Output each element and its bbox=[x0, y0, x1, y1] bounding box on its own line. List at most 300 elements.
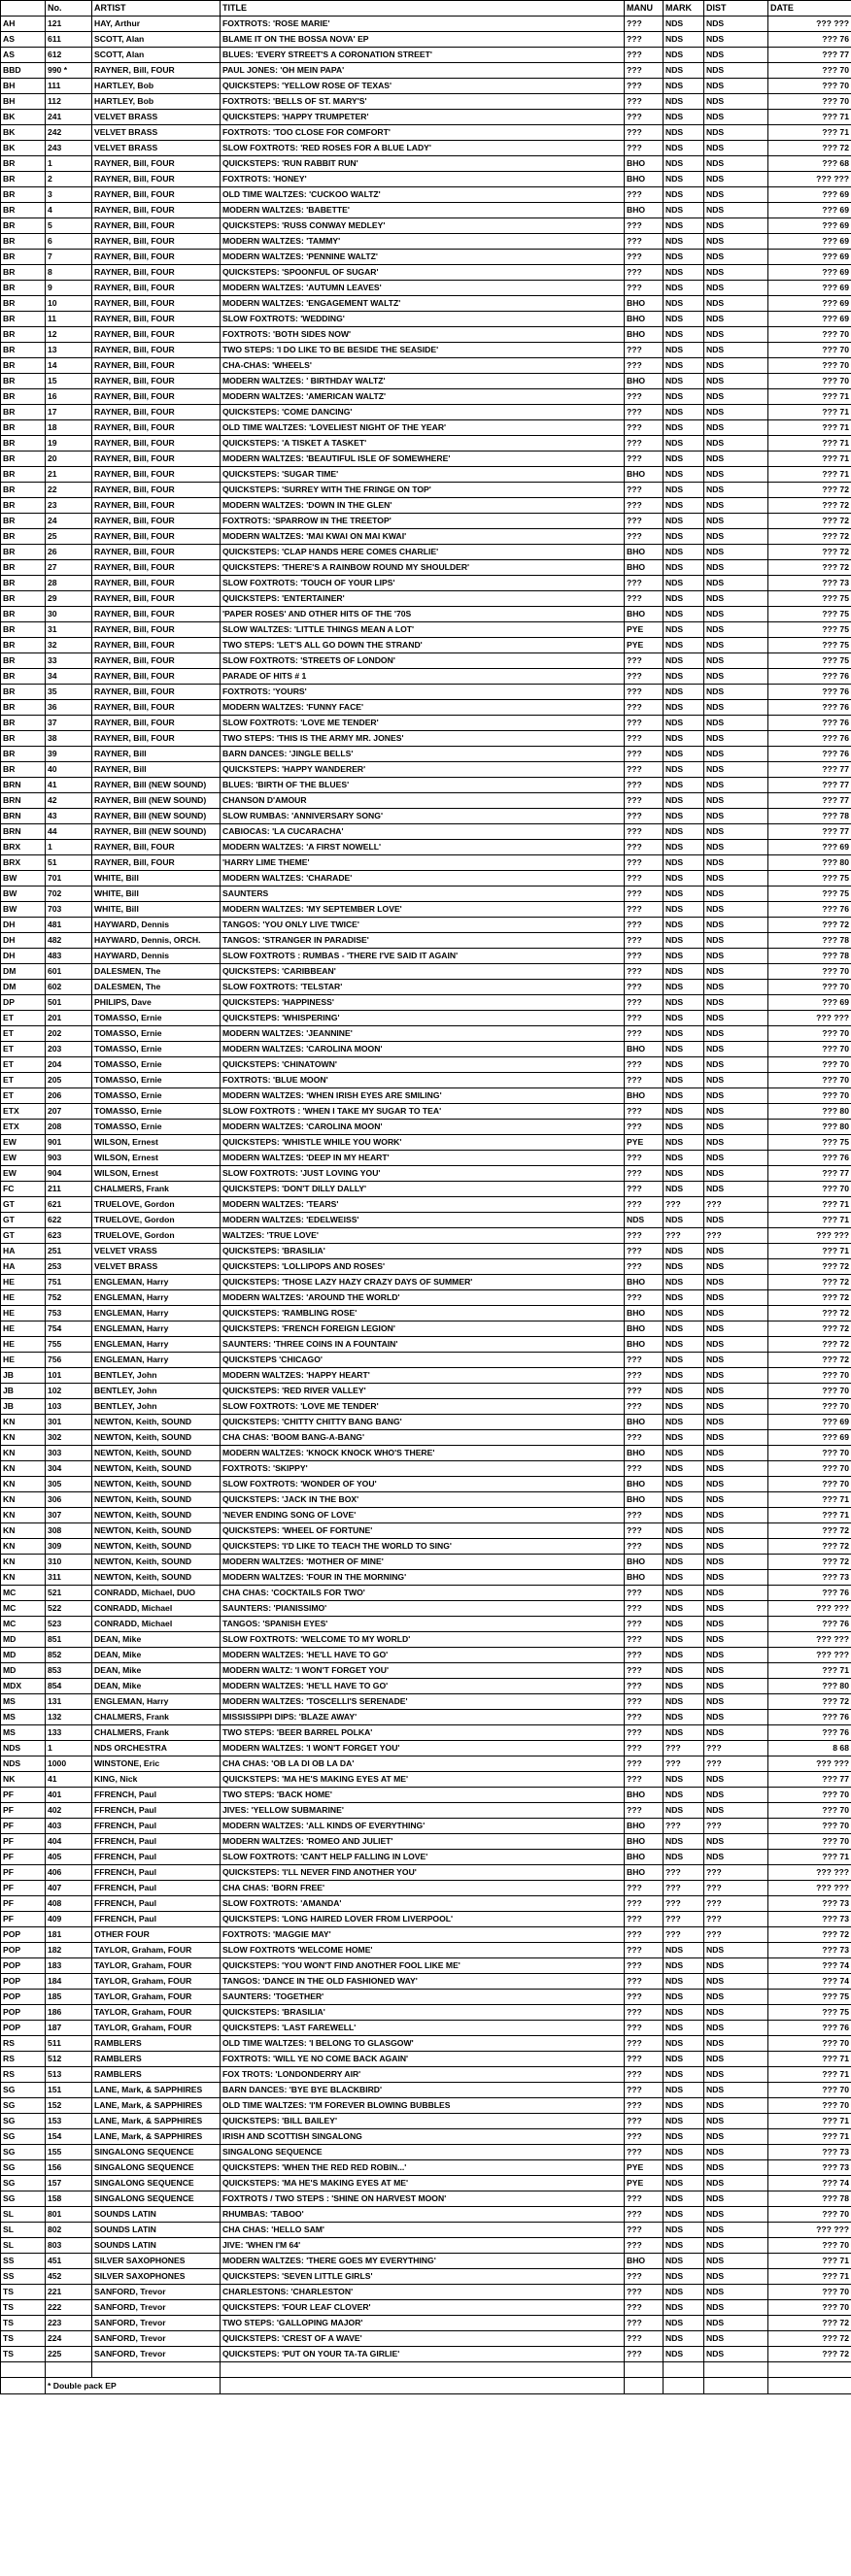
manu-cell: ??? bbox=[625, 1632, 664, 1648]
number-cell: 30 bbox=[46, 607, 92, 622]
date-cell: ??? 71 bbox=[768, 389, 851, 405]
label-cell: SG bbox=[1, 2145, 46, 2160]
manu-cell: BHO bbox=[625, 374, 664, 389]
mark-cell: ??? bbox=[664, 1228, 704, 1244]
dist-cell: NDS bbox=[704, 483, 768, 498]
label-cell: POP bbox=[1, 1958, 46, 1974]
artist-cell: OTHER FOUR bbox=[92, 1927, 221, 1943]
date-cell: ??? 77 bbox=[768, 824, 851, 840]
dist-cell: NDS bbox=[704, 700, 768, 716]
number-cell: 611 bbox=[46, 32, 92, 48]
mark-cell: NDS bbox=[664, 2114, 704, 2129]
table-row bbox=[1, 483, 851, 498]
title-cell: MODERN WALTZES: 'JEANNINE' bbox=[221, 1026, 625, 1042]
label-cell: TS bbox=[1, 2300, 46, 2316]
number-cell: 202 bbox=[46, 1026, 92, 1042]
date-cell: ??? 72 bbox=[768, 529, 851, 545]
table-row bbox=[1, 1415, 851, 1430]
title-cell: TWO STEPS: 'THIS IS THE ARMY MR. JONES' bbox=[221, 731, 625, 747]
title-cell: QUICKSTEPS: 'SURREY WITH THE FRINGE ON TOP' bbox=[221, 483, 625, 498]
manu-cell: ??? bbox=[625, 2269, 664, 2285]
date-cell: ??? ??? bbox=[768, 1228, 851, 1244]
dist-cell: NDS bbox=[704, 2021, 768, 2036]
mark-cell: NDS bbox=[664, 2285, 704, 2300]
number-cell: 51 bbox=[46, 855, 92, 871]
label-cell: DH bbox=[1, 933, 46, 949]
artist-cell: RAYNER, Bill, FOUR bbox=[92, 405, 221, 420]
title-cell: MODERN WALTZES: 'HE'LL HAVE TO GO' bbox=[221, 1679, 625, 1694]
title-cell: QUICKSTEPS: 'ENTERTAINER' bbox=[221, 591, 625, 607]
table-row bbox=[1, 420, 851, 436]
label-cell: BRN bbox=[1, 809, 46, 824]
manu-cell: BHO bbox=[625, 1088, 664, 1104]
label-cell: HA bbox=[1, 1259, 46, 1275]
artist-cell: RAYNER, Bill, FOUR bbox=[92, 498, 221, 514]
table-row bbox=[1, 1974, 851, 1990]
manu-cell: ??? bbox=[625, 2021, 664, 2036]
date-cell: ??? 73 bbox=[768, 1912, 851, 1927]
title-cell: FOXTROTS: 'MAGGIE MAY' bbox=[221, 1927, 625, 1943]
artist-cell: HARTLEY, Bob bbox=[92, 79, 221, 94]
date-cell: ??? 72 bbox=[768, 2347, 851, 2362]
dist-cell: NDS bbox=[704, 793, 768, 809]
mark-cell: NDS bbox=[664, 436, 704, 452]
artist-cell: NEWTON, Keith, SOUND bbox=[92, 1461, 221, 1477]
manu-cell: ??? bbox=[625, 824, 664, 840]
table-row bbox=[1, 1741, 851, 1756]
title-cell: QUICKSTEPS: 'THERE'S A RAINBOW ROUND MY SHOULDER' bbox=[221, 560, 625, 576]
manu-cell: ??? bbox=[625, 2114, 664, 2129]
number-cell: 20 bbox=[46, 452, 92, 467]
mark-cell: NDS bbox=[664, 560, 704, 576]
date-cell: ??? 72 bbox=[768, 2331, 851, 2347]
number-cell: 756 bbox=[46, 1353, 92, 1368]
label-cell: TS bbox=[1, 2331, 46, 2347]
date-cell: ??? 71 bbox=[768, 1508, 851, 1523]
dist-cell: NDS bbox=[704, 1166, 768, 1182]
mark-cell: NDS bbox=[664, 420, 704, 436]
table-row bbox=[1, 1057, 851, 1073]
number-cell: 157 bbox=[46, 2176, 92, 2191]
mark-cell: ??? bbox=[664, 1927, 704, 1943]
table-row bbox=[1, 1927, 851, 1943]
title-cell: TWO STEPS: 'LET'S ALL GO DOWN THE STRAND' bbox=[221, 638, 625, 653]
artist-cell: RAYNER, Bill, FOUR bbox=[92, 514, 221, 529]
mark-cell: NDS bbox=[664, 1244, 704, 1259]
label-cell: DM bbox=[1, 964, 46, 980]
title-cell: OLD TIME WALTZES: 'LOVELIEST NIGHT OF THE YEAR' bbox=[221, 420, 625, 436]
title-cell: MODERN WALTZES: 'A FIRST NOWELL' bbox=[221, 840, 625, 855]
mark-cell: NDS bbox=[664, 312, 704, 327]
label-cell: BR bbox=[1, 731, 46, 747]
dist-cell: NDS bbox=[704, 312, 768, 327]
mark-cell: NDS bbox=[664, 1104, 704, 1120]
manu-cell: ??? bbox=[625, 949, 664, 964]
mark-cell: NDS bbox=[664, 1415, 704, 1430]
empty-cell bbox=[221, 2378, 625, 2394]
artist-cell: SOUNDS LATIN bbox=[92, 2238, 221, 2254]
mark-cell: NDS bbox=[664, 2191, 704, 2207]
dist-cell: NDS bbox=[704, 1694, 768, 1710]
date-cell: ??? 69 bbox=[768, 281, 851, 296]
number-cell: 901 bbox=[46, 1135, 92, 1151]
artist-cell: HAYWARD, Dennis bbox=[92, 918, 221, 933]
number-cell: 406 bbox=[46, 1865, 92, 1881]
title-cell: MODERN WALTZES: 'ROMEO AND JULIET' bbox=[221, 1834, 625, 1850]
artist-cell: RAYNER, Bill, FOUR bbox=[92, 420, 221, 436]
date-cell: ??? 73 bbox=[768, 2160, 851, 2176]
manu-cell: ??? bbox=[625, 2083, 664, 2098]
artist-cell: CONRADD, Michael bbox=[92, 1617, 221, 1632]
table-row bbox=[1, 1197, 851, 1213]
table-row bbox=[1, 545, 851, 560]
artist-cell: LANE, Mark, & SAPPHIRES bbox=[92, 2114, 221, 2129]
artist-cell: ENGLEMAN, Harry bbox=[92, 1321, 221, 1337]
number-cell: 182 bbox=[46, 1943, 92, 1958]
dist-cell: NDS bbox=[704, 1788, 768, 1803]
table-row bbox=[1, 1368, 851, 1384]
artist-cell: SANFORD, Trevor bbox=[92, 2331, 221, 2347]
mark-cell: NDS bbox=[664, 1073, 704, 1088]
title-cell: CHA CHAS: 'BOOM BANG-A-BANG' bbox=[221, 1430, 625, 1446]
table-row bbox=[1, 1881, 851, 1896]
table-row bbox=[1, 389, 851, 405]
number-cell: 1 bbox=[46, 1741, 92, 1756]
title-cell: TANGOS: 'YOU ONLY LIVE TWICE' bbox=[221, 918, 625, 933]
artist-cell: TRUELOVE, Gordon bbox=[92, 1197, 221, 1213]
label-cell: AS bbox=[1, 32, 46, 48]
date-cell: ??? 71 bbox=[768, 1850, 851, 1865]
label-cell: PF bbox=[1, 1850, 46, 1865]
manu-cell: ??? bbox=[625, 1151, 664, 1166]
artist-cell: VELVET VRASS bbox=[92, 1244, 221, 1259]
label-cell: BRN bbox=[1, 824, 46, 840]
label-cell: BW bbox=[1, 887, 46, 902]
artist-cell: RAYNER, Bill, FOUR bbox=[92, 343, 221, 358]
number-cell: 158 bbox=[46, 2191, 92, 2207]
manu-cell: ??? bbox=[625, 1663, 664, 1679]
table-row bbox=[1, 1461, 851, 1477]
label-cell: SG bbox=[1, 2098, 46, 2114]
mark-cell: NDS bbox=[664, 887, 704, 902]
manu-cell: ??? bbox=[625, 1399, 664, 1415]
table-header bbox=[1, 1, 851, 17]
date-cell: ??? 75 bbox=[768, 871, 851, 887]
date-cell: ??? 70 bbox=[768, 2083, 851, 2098]
number-cell: 187 bbox=[46, 2021, 92, 2036]
manu-cell: ??? bbox=[625, 1073, 664, 1088]
mark-cell: NDS bbox=[664, 156, 704, 172]
number-cell: 306 bbox=[46, 1492, 92, 1508]
title-cell: MODERN WALTZES: 'PENNINE WALTZ' bbox=[221, 250, 625, 265]
dist-cell: NDS bbox=[704, 1321, 768, 1337]
manu-cell: ??? bbox=[625, 1120, 664, 1135]
artist-cell: RAYNER, Bill bbox=[92, 762, 221, 778]
number-cell: 151 bbox=[46, 2083, 92, 2098]
dist-cell: NDS bbox=[704, 327, 768, 343]
title-cell: 'PAPER ROSES' AND OTHER HITS OF THE '70S bbox=[221, 607, 625, 622]
dist-cell: NDS bbox=[704, 1368, 768, 1384]
table-row bbox=[1, 1011, 851, 1026]
title-cell: QUICKSTEPS: 'MA HE'S MAKING EYES AT ME' bbox=[221, 2176, 625, 2191]
table-row bbox=[1, 762, 851, 778]
table-row bbox=[1, 824, 851, 840]
number-cell: 9 bbox=[46, 281, 92, 296]
manu-cell: BHO bbox=[625, 467, 664, 483]
mark-cell: NDS bbox=[664, 203, 704, 218]
title-cell: MODERN WALTZES: 'BEAUTIFUL ISLE OF SOMEWHERE' bbox=[221, 452, 625, 467]
dist-cell: ??? bbox=[704, 1197, 768, 1213]
table-row bbox=[1, 1275, 851, 1290]
mark-cell: NDS bbox=[664, 638, 704, 653]
manu-cell: ??? bbox=[625, 1197, 664, 1213]
artist-cell: WHITE, Bill bbox=[92, 902, 221, 918]
artist-cell: NEWTON, Keith, SOUND bbox=[92, 1539, 221, 1555]
date-cell: ??? 70 bbox=[768, 964, 851, 980]
artist-cell: TOMASSO, Ernie bbox=[92, 1073, 221, 1088]
date-cell: ??? 76 bbox=[768, 1725, 851, 1741]
title-cell: SLOW FOXTROTS : RUMBAS - 'THERE I'VE SAID IT AGAIN' bbox=[221, 949, 625, 964]
artist-cell: RAYNER, Bill, FOUR bbox=[92, 700, 221, 716]
date-cell: ??? 70 bbox=[768, 1057, 851, 1073]
manu-cell: ??? bbox=[625, 1166, 664, 1182]
label-cell: BK bbox=[1, 125, 46, 141]
number-cell: 133 bbox=[46, 1725, 92, 1741]
artist-cell: CHALMERS, Frank bbox=[92, 1710, 221, 1725]
manu-cell: BHO bbox=[625, 1819, 664, 1834]
manu-cell: ??? bbox=[625, 452, 664, 467]
dist-cell: NDS bbox=[704, 949, 768, 964]
label-cell: RS bbox=[1, 2067, 46, 2083]
date-cell: ??? 80 bbox=[768, 1104, 851, 1120]
table-row bbox=[1, 1850, 851, 1865]
date-cell: ??? 72 bbox=[768, 498, 851, 514]
date-cell: ??? 75 bbox=[768, 1990, 851, 2005]
manu-cell: ??? bbox=[625, 1290, 664, 1306]
table-row bbox=[1, 809, 851, 824]
mark-cell: ??? bbox=[664, 1912, 704, 1927]
mark-cell: NDS bbox=[664, 840, 704, 855]
dist-cell: NDS bbox=[704, 2300, 768, 2316]
table-row bbox=[1, 1679, 851, 1694]
date-cell: ??? 74 bbox=[768, 1974, 851, 1990]
title-cell: SLOW FOXTROTS: 'LOVE ME TENDER' bbox=[221, 716, 625, 731]
date-cell: ??? 72 bbox=[768, 1306, 851, 1321]
table-row bbox=[1, 1290, 851, 1306]
mark-cell: NDS bbox=[664, 529, 704, 545]
title-cell: QUICKSTEPS: 'HAPPY TRUMPETER' bbox=[221, 110, 625, 125]
label-cell: ET bbox=[1, 1088, 46, 1104]
dist-cell: ??? bbox=[704, 1865, 768, 1881]
number-cell: 990 * bbox=[46, 63, 92, 79]
manu-cell: BHO bbox=[625, 172, 664, 187]
table-row bbox=[1, 79, 851, 94]
label-cell: BR bbox=[1, 545, 46, 560]
dist-cell: NDS bbox=[704, 1539, 768, 1555]
date-cell: ??? 70 bbox=[768, 358, 851, 374]
mark-cell: NDS bbox=[664, 17, 704, 32]
table-row bbox=[1, 17, 851, 32]
number-cell: 622 bbox=[46, 1213, 92, 1228]
label-cell: BR bbox=[1, 218, 46, 234]
label-cell: ET bbox=[1, 1073, 46, 1088]
artist-cell: RAYNER, Bill, FOUR bbox=[92, 218, 221, 234]
dist-cell: NDS bbox=[704, 110, 768, 125]
number-cell: 511 bbox=[46, 2036, 92, 2052]
artist-cell: TAYLOR, Graham, FOUR bbox=[92, 1974, 221, 1990]
artist-cell: NEWTON, Keith, SOUND bbox=[92, 1446, 221, 1461]
date-cell: ??? 70 bbox=[768, 1073, 851, 1088]
title-cell: TWO STEPS: 'BEER BARREL POLKA' bbox=[221, 1725, 625, 1741]
table-row bbox=[1, 110, 851, 125]
title-cell: TWO STEPS: 'I DO LIKE TO BE BESIDE THE SEASIDE' bbox=[221, 343, 625, 358]
artist-cell: VELVET BRASS bbox=[92, 1259, 221, 1275]
title-cell: MODERN WALTZES: 'WHEN IRISH EYES ARE SMILING' bbox=[221, 1088, 625, 1104]
number-cell: 34 bbox=[46, 669, 92, 685]
manu-cell: ??? bbox=[625, 2052, 664, 2067]
mark-cell: NDS bbox=[664, 2347, 704, 2362]
number-cell: 6 bbox=[46, 234, 92, 250]
mark-cell: NDS bbox=[664, 1182, 704, 1197]
table-row bbox=[1, 2285, 851, 2300]
title-cell: MODERN WALTZES: 'DOWN IN THE GLEN' bbox=[221, 498, 625, 514]
date-cell: ??? 72 bbox=[768, 1275, 851, 1290]
artist-cell: TOMASSO, Ernie bbox=[92, 1011, 221, 1026]
mark-cell: NDS bbox=[664, 964, 704, 980]
manu-cell: ??? bbox=[625, 918, 664, 933]
dist-cell: NDS bbox=[704, 1104, 768, 1120]
manu-cell: ??? bbox=[625, 1927, 664, 1943]
empty-cell bbox=[768, 2362, 851, 2378]
title-cell: FOXTROTS: 'BLUE MOON' bbox=[221, 1073, 625, 1088]
mark-cell: NDS bbox=[664, 1850, 704, 1865]
dist-cell: NDS bbox=[704, 824, 768, 840]
dist-cell: NDS bbox=[704, 2331, 768, 2347]
mark-cell: NDS bbox=[664, 1446, 704, 1461]
number-cell: 853 bbox=[46, 1663, 92, 1679]
table-footer bbox=[1, 2362, 851, 2394]
title-cell: QUICKSTEPS: 'RAMBLING ROSE' bbox=[221, 1306, 625, 1321]
artist-cell: FFRENCH, Paul bbox=[92, 1850, 221, 1865]
dist-cell: NDS bbox=[704, 125, 768, 141]
title-cell: QUICKSTEPS: 'FOUR LEAF CLOVER' bbox=[221, 2300, 625, 2316]
number-cell: 154 bbox=[46, 2129, 92, 2145]
dist-cell: NDS bbox=[704, 653, 768, 669]
manu-cell: ??? bbox=[625, 980, 664, 995]
date-cell: ??? ??? bbox=[768, 2223, 851, 2238]
manu-cell: BHO bbox=[625, 1446, 664, 1461]
date-cell: ??? 69 bbox=[768, 234, 851, 250]
artist-cell: TOMASSO, Ernie bbox=[92, 1057, 221, 1073]
date-cell: ??? 80 bbox=[768, 1120, 851, 1135]
table-row bbox=[1, 405, 851, 420]
number-cell: 31 bbox=[46, 622, 92, 638]
mark-cell: NDS bbox=[664, 1617, 704, 1632]
artist-cell: SANFORD, Trevor bbox=[92, 2316, 221, 2331]
date-cell: ??? 75 bbox=[768, 1135, 851, 1151]
manu-cell: ??? bbox=[625, 1026, 664, 1042]
artist-cell: SILVER SAXOPHONES bbox=[92, 2254, 221, 2269]
title-cell: QUICKSTEPS: 'WHEN THE RED RED ROBIN...' bbox=[221, 2160, 625, 2176]
date-cell: ??? ??? bbox=[768, 1011, 851, 1026]
mark-cell: NDS bbox=[664, 1523, 704, 1539]
dist-cell: NDS bbox=[704, 1803, 768, 1819]
label-cell: BRX bbox=[1, 855, 46, 871]
title-cell: SLOW FOXTROTS: 'STREETS OF LONDON' bbox=[221, 653, 625, 669]
mark-cell: NDS bbox=[664, 296, 704, 312]
spacer-row bbox=[1, 2362, 851, 2378]
table-row bbox=[1, 2223, 851, 2238]
number-cell: 111 bbox=[46, 79, 92, 94]
label-cell: PF bbox=[1, 1834, 46, 1850]
table-row bbox=[1, 700, 851, 716]
manu-cell: PYE bbox=[625, 2176, 664, 2191]
mark-cell: NDS bbox=[664, 980, 704, 995]
title-cell: MODERN WALTZES: 'ENGAGEMENT WALTZ' bbox=[221, 296, 625, 312]
manu-cell: ??? bbox=[625, 933, 664, 949]
title-cell: MODERN WALTZES: 'MY SEPTEMBER LOVE' bbox=[221, 902, 625, 918]
manu-cell: ??? bbox=[625, 809, 664, 824]
manu-cell: BHO bbox=[625, 1834, 664, 1850]
dist-cell: NDS bbox=[704, 218, 768, 234]
dist-cell: NDS bbox=[704, 1120, 768, 1135]
label-cell: HA bbox=[1, 1244, 46, 1259]
manu-cell: ??? bbox=[625, 1182, 664, 1197]
mark-cell: NDS bbox=[664, 1632, 704, 1648]
mark-cell: NDS bbox=[664, 918, 704, 933]
dist-cell: NDS bbox=[704, 420, 768, 436]
date-cell: ??? ??? bbox=[768, 1601, 851, 1617]
label-cell: POP bbox=[1, 2005, 46, 2021]
number-cell: 25 bbox=[46, 529, 92, 545]
artist-cell: WINSTONE, Eric bbox=[92, 1756, 221, 1772]
label-cell: MDX bbox=[1, 1679, 46, 1694]
title-cell: QUICKSTEPS: 'BILL BAILEY' bbox=[221, 2114, 625, 2129]
label-cell: BW bbox=[1, 902, 46, 918]
title-cell: QUICKSTEPS: 'CREST OF A WAVE' bbox=[221, 2331, 625, 2347]
mark-cell: NDS bbox=[664, 2238, 704, 2254]
mark-cell: NDS bbox=[664, 1430, 704, 1446]
number-cell: 304 bbox=[46, 1461, 92, 1477]
artist-cell: HAY, Arthur bbox=[92, 17, 221, 32]
title-cell: FOX TROTS: 'LONDONDERRY AIR' bbox=[221, 2067, 625, 2083]
label-cell: ETX bbox=[1, 1120, 46, 1135]
title-cell: QUICKSTEPS: 'SUGAR TIME' bbox=[221, 467, 625, 483]
date-cell: ??? 72 bbox=[768, 1259, 851, 1275]
title-cell: SLOW FOXTROTS: 'LOVE ME TENDER' bbox=[221, 1399, 625, 1415]
number-cell: 403 bbox=[46, 1819, 92, 1834]
dist-cell: NDS bbox=[704, 1974, 768, 1990]
mark-cell: NDS bbox=[664, 2052, 704, 2067]
label-cell: KN bbox=[1, 1477, 46, 1492]
mark-cell: NDS bbox=[664, 1353, 704, 1368]
number-cell: 409 bbox=[46, 1912, 92, 1927]
mark-cell: NDS bbox=[664, 63, 704, 79]
table-row bbox=[1, 2005, 851, 2021]
mark-cell: NDS bbox=[664, 793, 704, 809]
artist-cell: RAMBLERS bbox=[92, 2036, 221, 2052]
dist-cell: NDS bbox=[704, 1182, 768, 1197]
title-cell: CHA CHAS: 'COCKTAILS FOR TWO' bbox=[221, 1586, 625, 1601]
artist-cell: RAYNER, Bill, FOUR bbox=[92, 653, 221, 669]
manu-cell: ??? bbox=[625, 32, 664, 48]
title-cell: MODERN WALTZ: 'I WON'T FORGET YOU' bbox=[221, 1663, 625, 1679]
title-cell: MODERN WALTZES: 'TOSCELLI'S SERENADE' bbox=[221, 1694, 625, 1710]
dist-cell: NDS bbox=[704, 855, 768, 871]
footnote: * Double pack EP bbox=[46, 2378, 221, 2394]
manu-cell: BHO bbox=[625, 545, 664, 560]
label-cell: BRN bbox=[1, 793, 46, 809]
